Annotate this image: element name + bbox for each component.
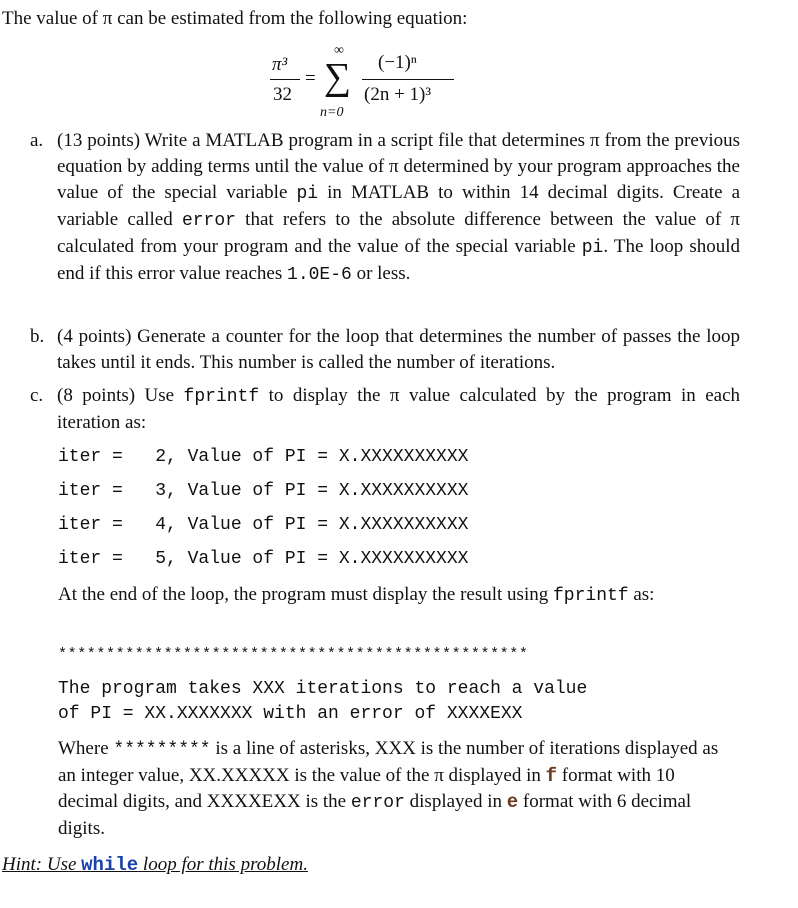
result-line-2: of PI = XX.XXXXXXX with an error of XXXXEXX xyxy=(58,704,523,724)
intro-text: The value of π can be estimated from the following equation: xyxy=(2,8,468,29)
item-c-letter: c. xyxy=(30,385,44,406)
eq-rhs-numerator: (−1)ⁿ xyxy=(378,52,417,73)
item-c-text: (8 points) Use fprintf to display the π value calculated by the program in each iteration as: xyxy=(57,385,741,433)
end-of-loop-text: At the end of the loop, the program must display the result using fprintf as: xyxy=(58,584,655,606)
while-keyword: while xyxy=(81,854,139,876)
item-b-text: (4 points) Generate a counter for the loop that determines the number of passes the loop takes until it ends. This number is called the number of iterations. xyxy=(57,326,740,373)
eq-sigma: ∑ xyxy=(324,56,352,98)
item-a xyxy=(30,128,740,288)
item-b xyxy=(30,324,740,376)
iter-line: iter = 5, Value of PI = X.XXXXXXXXXX xyxy=(58,549,469,569)
eq-lhs-numerator: π³ xyxy=(272,54,288,75)
asterisk-line: ************************************************* xyxy=(58,646,529,663)
eq-upper-limit: ∞ xyxy=(334,43,344,58)
pi-series-equation xyxy=(270,43,470,122)
result-line-1: The program takes XXX iterations to reach a value xyxy=(58,679,588,699)
eq-rhs-fraction-bar xyxy=(362,79,454,80)
item-a-letter: a. xyxy=(30,130,44,151)
eq-rhs-denominator: (2n + 1)³ xyxy=(364,84,432,105)
iter-line: iter = 2, Value of PI = X.XXXXXXXXXX xyxy=(58,447,469,467)
hint-text: Hint: Use while loop for this problem. xyxy=(2,854,308,876)
eq-lower-limit: n=0 xyxy=(320,105,344,120)
iter-line: iter = 3, Value of PI = X.XXXXXXXXXX xyxy=(58,481,469,501)
eq-equals: = xyxy=(305,68,316,89)
eq-lhs-fraction-bar xyxy=(270,79,300,80)
item-b-letter: b. xyxy=(30,326,45,347)
iter-line: iter = 4, Value of PI = X.XXXXXXXXXX xyxy=(58,515,469,535)
item-a-text: (13 points) Write a MATLAB program in a script file that determines π from the previous equation by adding terms until the value of π determined by your program approaches the value of the special variable pi in MATLAB to within 14 decimal digits. Create a variable called error that refers to the absolute difference between the value of π calculated from your program and the value of the special variable pi. The loop should end if this error value reaches 1.0E-6 or less. xyxy=(57,130,741,285)
item-c xyxy=(30,383,740,436)
e-format-code: e xyxy=(506,791,519,813)
f-format-code: f xyxy=(545,765,558,787)
eq-lhs-denominator: 32 xyxy=(273,84,292,105)
where-text: Where ********* is a line of asterisks, XXX is the number of iterations displayed as an integer value, XX.XXXXX is the value of the π displayed in f format with 10 decimal digits, and XXXXEXX is the error displayed in e format with 6 decimal digits. xyxy=(58,738,719,839)
